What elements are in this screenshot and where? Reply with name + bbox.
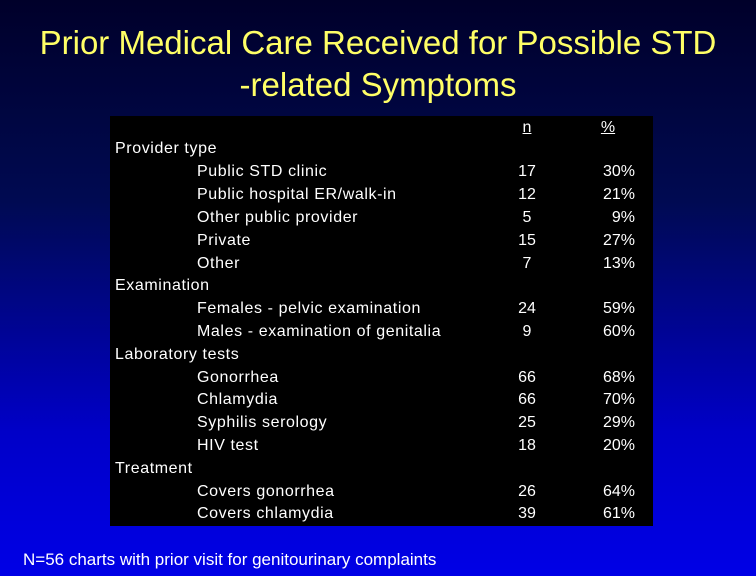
table-row	[110, 183, 653, 206]
table-row	[110, 229, 653, 252]
group-row-examination	[110, 274, 653, 297]
row-percent: 20%	[602, 437, 635, 454]
table-row	[110, 411, 653, 434]
group-row-laboratory-tests	[110, 343, 653, 366]
row-n: 18	[518, 437, 536, 454]
table-row	[110, 252, 653, 275]
row-label: Provider type	[115, 140, 218, 157]
slide-title-line-2: -related Symptoms	[239, 66, 517, 103]
table-row	[110, 434, 653, 457]
row-n: 17	[518, 163, 536, 180]
row-n: 9	[522, 323, 532, 340]
row-n: 66	[518, 369, 536, 386]
table-row	[110, 320, 653, 343]
row-percent: 21%	[602, 186, 635, 203]
table-row	[110, 502, 653, 525]
row-label: Chlamydia	[197, 391, 278, 408]
row-n: 12	[518, 186, 536, 203]
row-percent: 70%	[602, 391, 635, 408]
table-row	[110, 480, 653, 503]
row-percent: 68%	[602, 369, 635, 386]
row-n: 7	[522, 255, 532, 272]
row-label: Public hospital ER/walk-in	[197, 186, 397, 203]
row-n: 24	[518, 300, 536, 317]
row-label: Gonorrhea	[197, 369, 279, 386]
row-n: 66	[518, 391, 536, 408]
slide-title	[0, 22, 756, 106]
row-n: 26	[518, 483, 536, 500]
group-row-provider-type	[110, 137, 653, 160]
row-label: Public STD clinic	[197, 163, 328, 180]
row-label: Males - examination of genitalia	[197, 323, 442, 340]
row-label: Syphilis serology	[197, 414, 328, 431]
row-label: Covers gonorrhea	[197, 483, 335, 500]
table-row	[110, 297, 653, 320]
row-label: Covers chlamydia	[197, 505, 334, 522]
row-percent: 59%	[602, 300, 635, 317]
row-percent: 30%	[602, 163, 635, 180]
row-percent: 27%	[602, 232, 635, 249]
row-label: Private	[197, 232, 251, 249]
row-percent: 64%	[602, 483, 635, 500]
table-row	[110, 206, 653, 229]
table-row	[110, 388, 653, 411]
row-label: Other	[197, 255, 241, 272]
row-percent: 9%	[611, 209, 635, 226]
row-label: Females - pelvic examination	[197, 300, 421, 317]
slide-title-line-1: Prior Medical Care Received for Possible STD	[39, 24, 717, 61]
footnote: N=56 charts with prior visit for genitourinary complaints	[23, 550, 437, 569]
row-percent: 29%	[602, 414, 635, 431]
care-table	[110, 116, 653, 526]
row-n: 5	[522, 209, 532, 226]
row-percent: 13%	[602, 255, 635, 272]
row-label: Treatment	[115, 460, 193, 477]
row-label: Other public provider	[197, 209, 359, 226]
row-label: Laboratory tests	[115, 346, 240, 363]
table-row	[110, 366, 653, 389]
row-percent: 60%	[602, 323, 635, 340]
row-label: Examination	[115, 277, 210, 294]
table-row	[110, 160, 653, 183]
group-row-treatment	[110, 457, 653, 480]
row-n: 15	[518, 232, 536, 249]
column-header-n: n	[522, 119, 532, 136]
column-header-percent: %	[600, 119, 616, 136]
row-percent: 61%	[602, 505, 635, 522]
row-n: 25	[518, 414, 536, 431]
row-label: HIV test	[197, 437, 259, 454]
row-n: 39	[518, 505, 536, 522]
